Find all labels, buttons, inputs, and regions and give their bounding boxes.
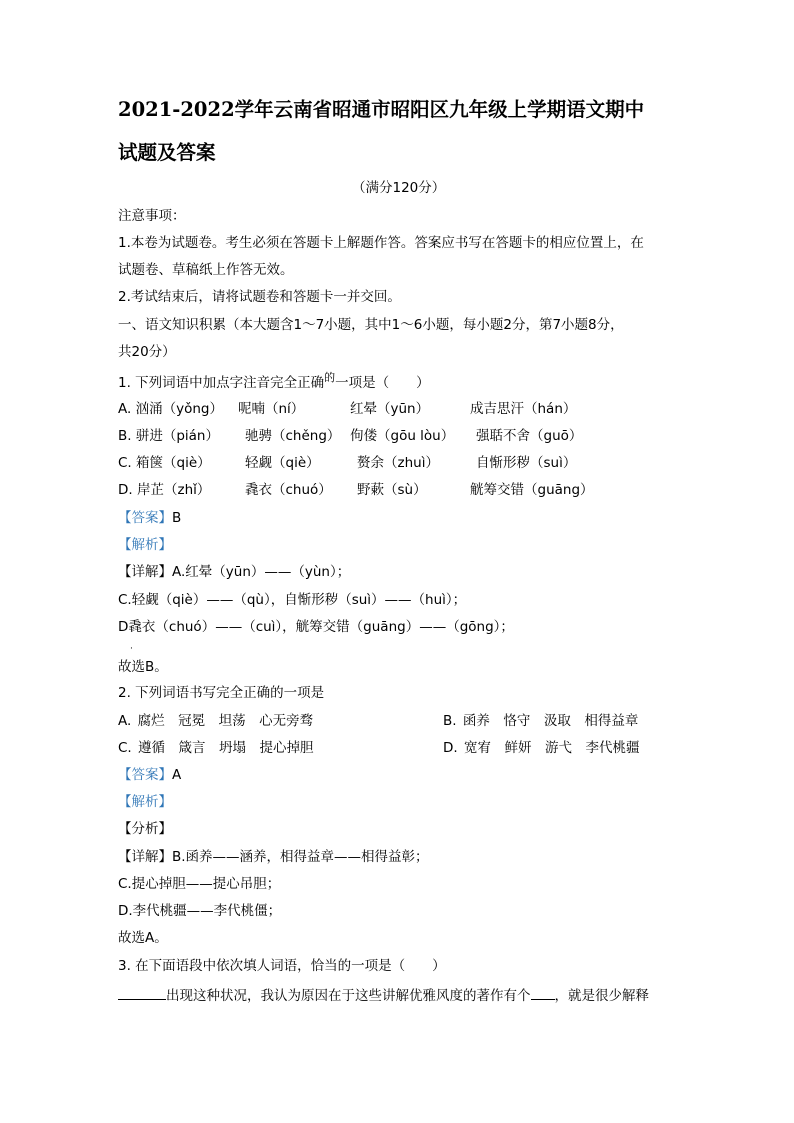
fenxi-label: 【分析】 [118, 821, 172, 837]
q1-option-item: D. 岸芷（zhǐ） [118, 482, 211, 498]
blank-line [118, 985, 166, 1000]
q3-passage [118, 985, 649, 1005]
answer-value: B [172, 510, 182, 526]
q1-answer [118, 509, 181, 527]
answer-label: 【答案】 [118, 767, 172, 783]
detail-line: C.提心掉胆——提心吊胆； [118, 876, 281, 892]
q2-answer [118, 766, 181, 784]
notice-line: 试题卷、草稿纸上作答无效。 [118, 262, 294, 278]
q1-option-item: 强聒不舍（guō） [476, 428, 583, 444]
detail-line: 【详解】B.函养——涵养，相得益章——相得益彰； [118, 849, 429, 865]
q1-stem-text: 1. 下列词语中加点字注音完全正确 [118, 375, 325, 391]
q1-option-item: 觥筹交错（guāng） [470, 482, 594, 498]
q1-option-item: 佝偻（gōu lòu） [350, 428, 455, 444]
stray-dot: · [130, 644, 133, 654]
q1-option-item: 呢喃（ní） [238, 401, 305, 417]
blank-line [531, 985, 555, 1000]
analysis-label: 【解析】 [118, 537, 172, 553]
notice-line: 2.考试结束后，请将试题卷和答题卡一并交回。 [118, 289, 401, 305]
conclusion: 故选B。 [118, 659, 168, 675]
q1-option-item: C. 箱箧（qiè） [118, 455, 211, 471]
answer-value: A [172, 767, 182, 783]
analysis-label: 【解析】 [118, 794, 172, 810]
q1-option-item: A. 汹涌（yǒng） [118, 401, 223, 417]
detail-line: 【详解】A.红晕（yūn）——（yùn）； [118, 564, 351, 580]
q1-option-item: B. 骈进（pián） [118, 428, 219, 444]
q1-stem-text: 一项是（ ） [335, 375, 430, 391]
q2-option-d: D. 宽宥 鲜妍 游弋 李代桃疆 [443, 740, 640, 756]
passage-text: ，就是很少解释 [554, 988, 649, 1004]
q1-stem-sup: 的 [324, 371, 336, 384]
detail-line: D.李代桃疆——李代桃僵； [118, 903, 282, 919]
detail-line: C.轻觑（qiè）——（qù），自惭形秽（suì）——（huì）； [118, 592, 467, 608]
q2-option-c: C. 遵循 箴言 坍塌 提心掉胆 [118, 740, 314, 756]
q2-option-a: A. 腐烂 冠冕 坦荡 心无旁骛 [118, 713, 314, 729]
notice-line: 1.本卷为试题卷。考生必须在答题卡上解题作答。答案应书写在答题卡的相应位置上，在 [118, 235, 644, 251]
q1-option-item: 驰骋（chěng） [245, 428, 341, 444]
score-note: （满分120分） [352, 180, 446, 196]
doc-title-line2: 试题及答案 [118, 141, 216, 164]
section-heading: 一、语文知识积累（本大题含1～7小题，其中1～6小题，每小题2分，第7小题8分， [118, 317, 624, 333]
q2-option-b: B. 函养 恪守 汲取 相得益章 [443, 713, 639, 729]
section-heading: 共20分） [118, 344, 176, 360]
q1-option-item: 野蔌（sù） [357, 482, 427, 498]
q1-option-item: 毳衣（chuó） [245, 482, 332, 498]
detail-line: D毳衣（chuó）——（cuì），觥筹交错（guāng）——（gōng）； [118, 619, 514, 635]
q1-option-item: 红晕（yūn） [350, 401, 430, 417]
q3-stem: 3. 在下面语段中依次填人词语，恰当的一项是（ ） [118, 958, 446, 974]
conclusion: 故选A。 [118, 930, 168, 946]
notice-heading: 注意事项： [118, 208, 186, 224]
doc-title-line1: 2021-2022学年云南省昭通市昭阳区九年级上学期语文期中 [118, 98, 645, 121]
q1-stem [118, 371, 430, 393]
answer-label: 【答案】 [118, 510, 172, 526]
q1-option-item: 成吉思汗（hán） [470, 401, 577, 417]
q1-option-item: 自惭形秽（suì） [476, 455, 577, 471]
q1-option-item: 赘余（zhuì） [357, 455, 439, 471]
passage-text: 出现这种状况，我认为原因在于这些讲解优雅风度的著作有个 [166, 988, 531, 1004]
q1-option-item: 轻觑（qiè） [245, 455, 320, 471]
q2-stem: 2. 下列词语书写完全正确的一项是 [118, 685, 325, 701]
